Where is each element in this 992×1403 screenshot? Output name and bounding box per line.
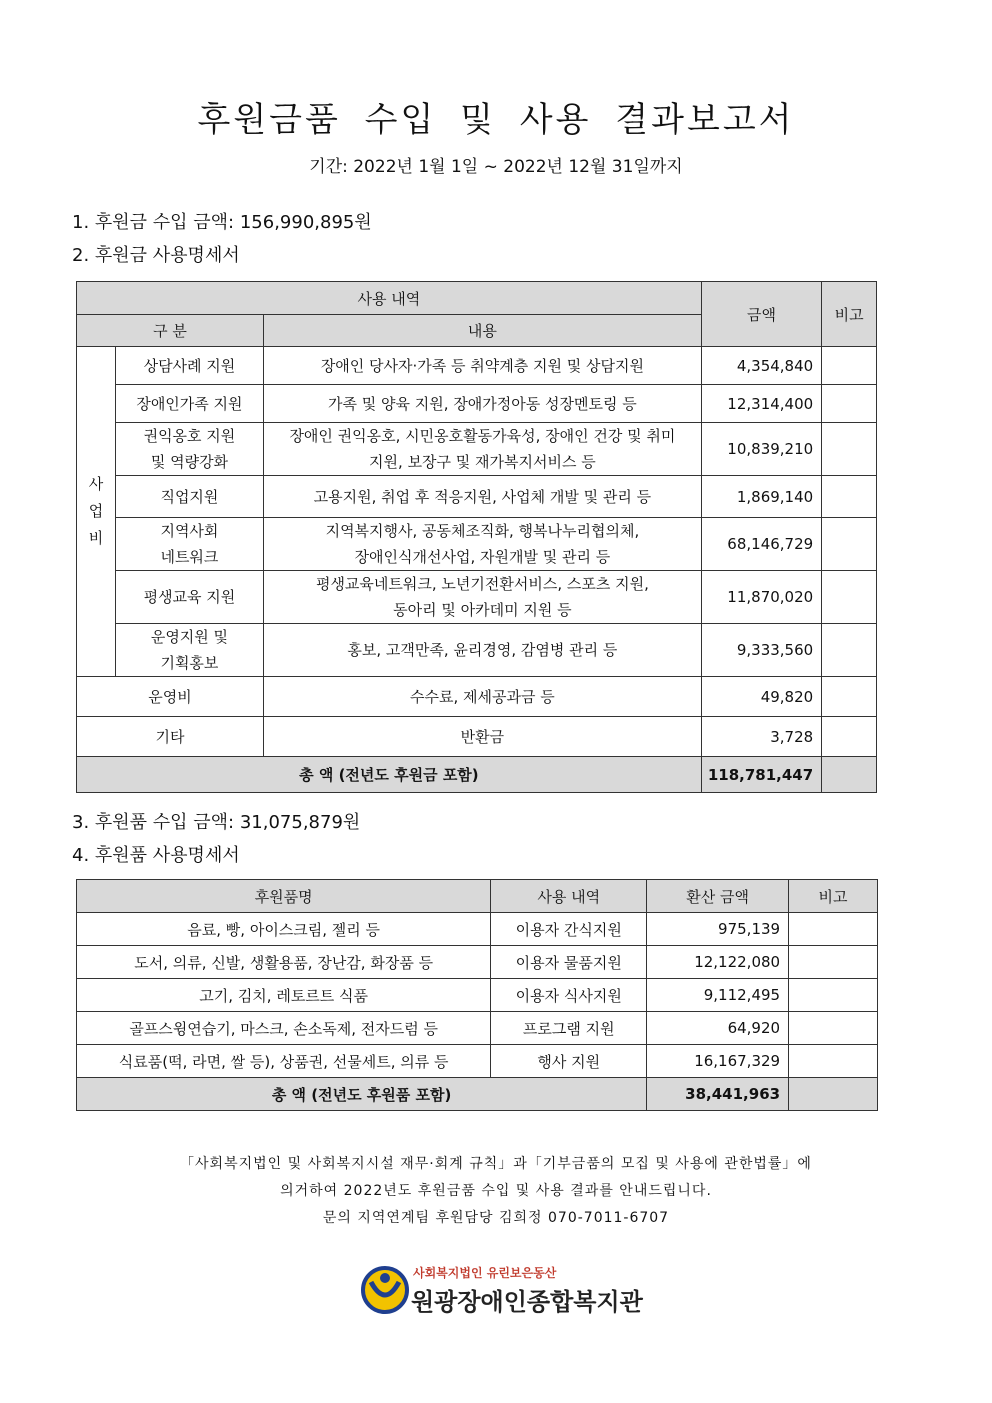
row-content: 지역복지행사, 공동체조직화, 행복나누리협의체, 장애인식개선사업, 자원개발 및 관리 등	[263, 518, 701, 571]
row-note	[822, 518, 877, 571]
row-amount: 9,112,495	[647, 979, 789, 1012]
row-amount: 10,839,210	[701, 423, 821, 476]
row-amount: 68,146,729	[701, 518, 821, 571]
row-category: 지역사회 네트워크	[115, 518, 263, 571]
header-usage: 사용 내역	[491, 880, 647, 913]
table-row	[77, 624, 877, 677]
emblem-icon	[361, 1264, 409, 1316]
table-row	[77, 385, 877, 423]
row-amount: 12,122,080	[647, 946, 789, 979]
row-amount: 1,869,140	[701, 476, 821, 518]
row-category: 기타	[77, 717, 264, 757]
row-category: 운영비	[77, 677, 264, 717]
contact-info: 문의 지역연계팀 후원담당 김희정 070-7011-6707	[322, 1210, 670, 1226]
row-note	[789, 979, 878, 1012]
report-period: 기간: 2022년 1월 1일 ~ 2022년 12월 31일까지	[309, 157, 683, 177]
row-usage: 프로그램 지원	[491, 1012, 647, 1045]
row-item: 식료품(떡, 라면, 쌀 등), 상품권, 선물세트, 의류 등	[77, 1045, 491, 1078]
row-content: 장애인 당사자·가족 등 취약계층 지원 및 상담지원	[263, 347, 701, 385]
row-item: 음료, 빵, 아이스크림, 젤리 등	[77, 913, 491, 946]
logo-subtitle: 사회복지법인 유린보은동산	[413, 1266, 557, 1280]
row-amount: 12,314,400	[701, 385, 821, 423]
row-note	[789, 913, 878, 946]
row-item: 도서, 의류, 신발, 생활용품, 장난감, 화장품 등	[77, 946, 491, 979]
row-content: 반환금	[263, 717, 701, 757]
row-content: 수수료, 제세공과금 등	[263, 677, 701, 717]
row-usage: 이용자 물품지원	[491, 946, 647, 979]
notice-line-2: 의거하여 2022년도 후원금품 수입 및 사용 결과를 안내드립니다.	[280, 1183, 712, 1199]
row-content: 고용지원, 취업 후 적응지원, 사업체 개발 및 관리 등	[263, 476, 701, 518]
row-content: 홍보, 고객만족, 윤리경영, 감염병 관리 등	[263, 624, 701, 677]
organization-logo	[361, 1262, 641, 1318]
row-note	[822, 677, 877, 717]
table-row	[77, 571, 877, 624]
header-usage: 사용 내역	[77, 282, 702, 315]
row-category: 장애인가족 지원	[115, 385, 263, 423]
header-amount: 금액	[701, 282, 821, 347]
section-3-heading: 3. 후원품 수입 금액: 31,075,879원	[72, 812, 361, 833]
total-amount: 38,441,963	[647, 1078, 789, 1111]
section-2-heading: 2. 후원금 사용명세서	[72, 245, 240, 266]
total-amount: 118,781,447	[701, 757, 821, 793]
row-usage: 이용자 식사지원	[491, 979, 647, 1012]
total-note	[789, 1078, 878, 1111]
row-usage: 행사 지원	[491, 1045, 647, 1078]
row-amount: 49,820	[701, 677, 821, 717]
table-row	[77, 946, 878, 979]
row-amount: 9,333,560	[701, 624, 821, 677]
row-category: 직업지원	[115, 476, 263, 518]
table-row	[77, 476, 877, 518]
table-row	[77, 979, 878, 1012]
table-row	[77, 1045, 878, 1078]
table-row	[77, 423, 877, 476]
row-note	[822, 385, 877, 423]
section-4-heading: 4. 후원품 사용명세서	[72, 845, 240, 866]
donation-usage-table	[76, 281, 877, 793]
header-content: 내용	[263, 315, 701, 347]
logo-name: 원광장애인종합복지관	[411, 1288, 643, 1316]
table-row	[77, 717, 877, 757]
row-content: 평생교육네트워크, 노년기전환서비스, 스포츠 지원, 동아리 및 아카데미 지원 등	[263, 571, 701, 624]
row-amount: 16,167,329	[647, 1045, 789, 1078]
row-category: 운영지원 및 기획홍보	[115, 624, 263, 677]
notice-line-1: 「사회복지법인 및 사회복지시설 재무·회계 규칙」과「기부금품의 모집 및 사용에 관한법률」에	[180, 1156, 812, 1172]
row-note	[822, 347, 877, 385]
section-1-heading: 1. 후원금 수입 금액: 156,990,895원	[72, 212, 372, 233]
row-category: 권익옹호 지원 및 역량강화	[115, 423, 263, 476]
total-row	[77, 757, 877, 793]
row-note	[789, 946, 878, 979]
table-row	[77, 1012, 878, 1045]
row-note	[822, 717, 877, 757]
group-label-business: 사 업 비	[77, 347, 116, 677]
row-note	[789, 1045, 878, 1078]
row-category: 평생교육 지원	[115, 571, 263, 624]
header-amount: 환산 금액	[647, 880, 789, 913]
header-note: 비고	[822, 282, 877, 347]
header-category: 구 분	[77, 315, 264, 347]
row-category: 상담사례 지원	[115, 347, 263, 385]
row-usage: 이용자 간식지원	[491, 913, 647, 946]
row-note	[822, 423, 877, 476]
total-label: 총 액 (전년도 후원품 포함)	[77, 1078, 647, 1111]
row-amount: 975,139	[647, 913, 789, 946]
goods-usage-table	[76, 879, 878, 1111]
table-row	[77, 677, 877, 717]
row-note	[822, 571, 877, 624]
table-row	[77, 913, 878, 946]
total-label: 총 액 (전년도 후원금 포함)	[77, 757, 702, 793]
row-content: 가족 및 양육 지원, 장애가정아동 성장멘토링 등	[263, 385, 701, 423]
table-row	[77, 518, 877, 571]
table-row	[77, 347, 877, 385]
total-note	[822, 757, 877, 793]
row-item: 골프스윙연습기, 마스크, 손소독제, 전자드럼 등	[77, 1012, 491, 1045]
document-title: 후원금품 수입 및 사용 결과보고서	[197, 100, 795, 140]
header-item: 후원품명	[77, 880, 491, 913]
row-amount: 64,920	[647, 1012, 789, 1045]
row-note	[822, 476, 877, 518]
row-amount: 4,354,840	[701, 347, 821, 385]
row-amount: 11,870,020	[701, 571, 821, 624]
row-item: 고기, 김치, 레토르트 식품	[77, 979, 491, 1012]
row-note	[822, 624, 877, 677]
row-note	[789, 1012, 878, 1045]
header-note: 비고	[789, 880, 878, 913]
total-row	[77, 1078, 878, 1111]
row-amount: 3,728	[701, 717, 821, 757]
row-content: 장애인 권익옹호, 시민옹호활동가육성, 장애인 건강 및 취미 지원, 보장구 및 재가복지서비스 등	[263, 423, 701, 476]
